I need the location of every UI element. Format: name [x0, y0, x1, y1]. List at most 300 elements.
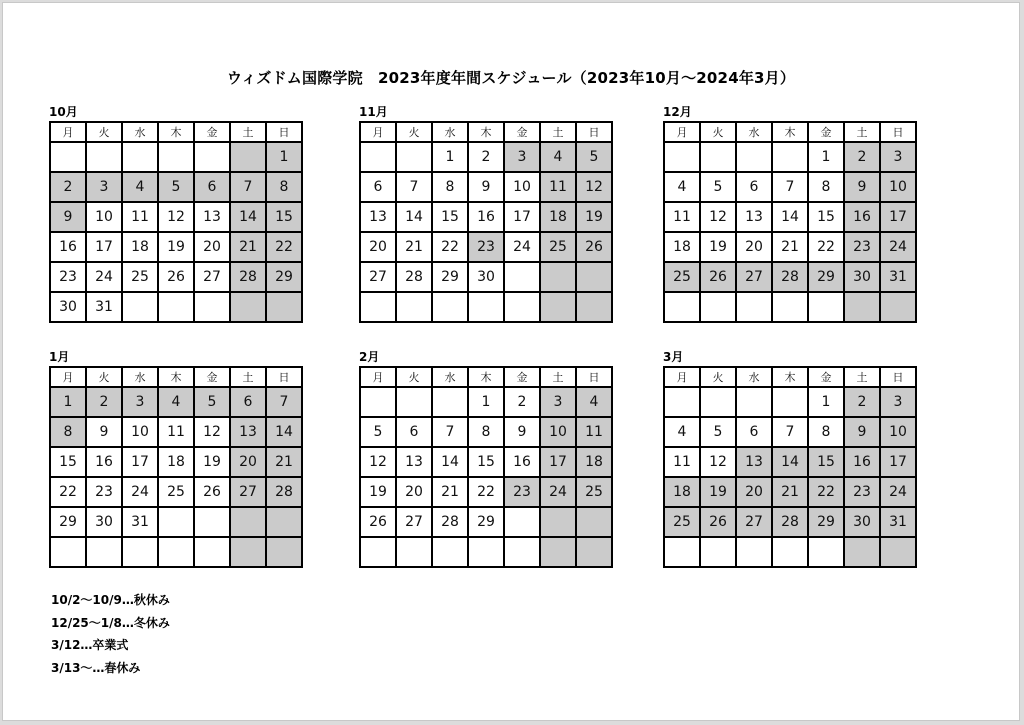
day-cell: 24: [880, 477, 916, 507]
weekday-header: 木: [772, 367, 808, 387]
day-cell: 28: [772, 262, 808, 292]
empty-cell: [576, 537, 612, 567]
empty-cell: [664, 142, 700, 172]
month-label: 12月: [663, 105, 692, 119]
day-cell: 23: [504, 477, 540, 507]
weekday-header: 月: [664, 122, 700, 142]
empty-cell: [540, 292, 576, 322]
week-row: [360, 387, 612, 417]
empty-cell: [664, 387, 700, 417]
day-cell: 20: [360, 232, 396, 262]
day-cell: 28: [266, 477, 302, 507]
day-cell: 7: [230, 172, 266, 202]
weekday-header: 木: [158, 367, 194, 387]
day-cell: 25: [664, 507, 700, 537]
day-cell: 27: [230, 477, 266, 507]
week-row: [360, 142, 612, 172]
empty-cell: [50, 537, 86, 567]
day-cell: 9: [50, 202, 86, 232]
day-cell: 25: [122, 262, 158, 292]
day-cell: 11: [540, 172, 576, 202]
weekday-header: 金: [504, 367, 540, 387]
day-cell: 29: [808, 262, 844, 292]
day-cell: 19: [360, 477, 396, 507]
day-cell: 28: [230, 262, 266, 292]
week-row: [50, 232, 302, 262]
day-cell: 24: [122, 477, 158, 507]
empty-cell: [664, 292, 700, 322]
day-cell: 23: [844, 232, 880, 262]
day-cell: 15: [432, 202, 468, 232]
day-cell: 31: [880, 262, 916, 292]
empty-cell: [844, 537, 880, 567]
day-cell: 10: [122, 417, 158, 447]
month-calendar: [359, 349, 639, 568]
day-cell: 2: [504, 387, 540, 417]
weekday-header: 月: [664, 367, 700, 387]
weekday-header: 土: [844, 367, 880, 387]
week-row: [664, 477, 916, 507]
weekday-header: 日: [576, 122, 612, 142]
week-row: [664, 507, 916, 537]
day-cell: 10: [86, 202, 122, 232]
day-cell: 13: [736, 202, 772, 232]
week-row: [50, 477, 302, 507]
empty-cell: [396, 387, 432, 417]
empty-cell: [194, 142, 230, 172]
empty-cell: [158, 292, 194, 322]
weekday-header: 日: [880, 367, 916, 387]
day-cell: 20: [194, 232, 230, 262]
notes-list: [51, 589, 170, 679]
weekday-header: 水: [432, 122, 468, 142]
month-label: 1月: [49, 350, 70, 364]
day-cell: 3: [540, 387, 576, 417]
weekday-header: 金: [504, 122, 540, 142]
day-cell: 13: [396, 447, 432, 477]
day-cell: 1: [808, 387, 844, 417]
empty-cell: [360, 142, 396, 172]
day-cell: 23: [844, 477, 880, 507]
day-cell: 13: [194, 202, 230, 232]
weekday-header: 金: [194, 122, 230, 142]
day-cell: 17: [504, 202, 540, 232]
day-cell: 22: [468, 477, 504, 507]
week-row: [50, 292, 302, 322]
day-cell: 5: [158, 172, 194, 202]
day-cell: 27: [396, 507, 432, 537]
empty-cell: [664, 537, 700, 567]
empty-cell: [468, 537, 504, 567]
day-cell: 29: [432, 262, 468, 292]
empty-cell: [736, 387, 772, 417]
day-cell: 19: [194, 447, 230, 477]
day-cell: 22: [432, 232, 468, 262]
day-cell: 19: [700, 232, 736, 262]
day-cell: 2: [468, 142, 504, 172]
weekday-header: 月: [360, 367, 396, 387]
weekday-header: 土: [540, 367, 576, 387]
weekday-header: 木: [468, 122, 504, 142]
day-cell: 22: [808, 232, 844, 262]
weekday-header: 土: [230, 122, 266, 142]
day-cell: 31: [122, 507, 158, 537]
month-calendar: [49, 104, 329, 323]
day-cell: 12: [700, 447, 736, 477]
day-cell: 17: [540, 447, 576, 477]
week-row: [664, 387, 916, 417]
weekday-header: 金: [194, 367, 230, 387]
empty-cell: [360, 292, 396, 322]
month-table: [663, 366, 917, 568]
empty-cell: [230, 142, 266, 172]
day-cell: 11: [664, 447, 700, 477]
day-cell: 10: [880, 417, 916, 447]
day-cell: 16: [50, 232, 86, 262]
day-cell: 7: [772, 172, 808, 202]
week-row: [360, 537, 612, 567]
month-table: [49, 366, 303, 568]
weekday-header: 水: [736, 122, 772, 142]
day-cell: 6: [736, 417, 772, 447]
day-cell: 16: [504, 447, 540, 477]
week-row: [664, 292, 916, 322]
day-cell: 27: [736, 262, 772, 292]
week-row: [50, 417, 302, 447]
month-calendar: [663, 104, 943, 323]
weekday-header: 火: [700, 367, 736, 387]
month-calendar: [49, 349, 329, 568]
day-cell: 8: [50, 417, 86, 447]
day-cell: 10: [880, 172, 916, 202]
week-row: [360, 232, 612, 262]
day-cell: 7: [396, 172, 432, 202]
week-row: [664, 142, 916, 172]
day-cell: 1: [432, 142, 468, 172]
empty-cell: [880, 292, 916, 322]
week-row: [50, 142, 302, 172]
day-cell: 26: [158, 262, 194, 292]
week-row: [50, 262, 302, 292]
weekday-header: 月: [50, 122, 86, 142]
day-cell: 20: [230, 447, 266, 477]
day-cell: 2: [86, 387, 122, 417]
day-cell: 18: [664, 232, 700, 262]
day-cell: 13: [736, 447, 772, 477]
day-cell: 20: [736, 477, 772, 507]
day-cell: 14: [432, 447, 468, 477]
week-row: [50, 447, 302, 477]
day-cell: 17: [880, 202, 916, 232]
day-cell: 6: [360, 172, 396, 202]
day-cell: 18: [158, 447, 194, 477]
day-cell: 23: [50, 262, 86, 292]
day-cell: 13: [230, 417, 266, 447]
weekday-header: 土: [230, 367, 266, 387]
day-cell: 6: [230, 387, 266, 417]
week-row: [50, 387, 302, 417]
weekday-header: 金: [808, 122, 844, 142]
day-cell: 27: [194, 262, 230, 292]
empty-cell: [736, 537, 772, 567]
week-row: [664, 202, 916, 232]
empty-cell: [266, 292, 302, 322]
empty-cell: [396, 292, 432, 322]
day-cell: 8: [808, 172, 844, 202]
empty-cell: [122, 292, 158, 322]
empty-cell: [808, 537, 844, 567]
empty-cell: [772, 387, 808, 417]
day-cell: 3: [880, 142, 916, 172]
weekday-header: 木: [468, 367, 504, 387]
day-cell: 14: [230, 202, 266, 232]
empty-cell: [86, 537, 122, 567]
empty-cell: [396, 537, 432, 567]
week-row: [360, 507, 612, 537]
empty-cell: [432, 537, 468, 567]
weekday-header: 日: [880, 122, 916, 142]
empty-cell: [122, 142, 158, 172]
month-calendar: [359, 104, 639, 323]
day-cell: 28: [432, 507, 468, 537]
day-cell: 11: [576, 417, 612, 447]
empty-cell: [576, 292, 612, 322]
empty-cell: [576, 262, 612, 292]
day-cell: 24: [86, 262, 122, 292]
empty-cell: [360, 387, 396, 417]
day-cell: 8: [808, 417, 844, 447]
empty-cell: [396, 142, 432, 172]
empty-cell: [194, 507, 230, 537]
day-cell: 9: [504, 417, 540, 447]
day-cell: 21: [772, 477, 808, 507]
empty-cell: [772, 537, 808, 567]
weekday-header: 火: [700, 122, 736, 142]
day-cell: 25: [540, 232, 576, 262]
month-table: [359, 121, 613, 323]
day-cell: 15: [468, 447, 504, 477]
day-cell: 29: [266, 262, 302, 292]
day-cell: 8: [266, 172, 302, 202]
empty-cell: [122, 537, 158, 567]
month-calendar: [663, 349, 943, 568]
weekday-header: 土: [540, 122, 576, 142]
day-cell: 23: [86, 477, 122, 507]
empty-cell: [158, 142, 194, 172]
day-cell: 30: [50, 292, 86, 322]
day-cell: 21: [230, 232, 266, 262]
day-cell: 15: [50, 447, 86, 477]
day-cell: 31: [880, 507, 916, 537]
day-cell: 6: [736, 172, 772, 202]
day-cell: 28: [396, 262, 432, 292]
weekday-header: 水: [122, 367, 158, 387]
day-cell: 24: [880, 232, 916, 262]
day-cell: 16: [844, 447, 880, 477]
empty-cell: [504, 507, 540, 537]
day-cell: 10: [504, 172, 540, 202]
empty-cell: [230, 507, 266, 537]
note-item: 3/12…卒業式: [51, 638, 129, 652]
week-row: [50, 507, 302, 537]
empty-cell: [772, 292, 808, 322]
week-row: [360, 172, 612, 202]
day-cell: 4: [576, 387, 612, 417]
day-cell: 26: [194, 477, 230, 507]
week-row: [664, 537, 916, 567]
day-cell: 14: [396, 202, 432, 232]
day-cell: 30: [86, 507, 122, 537]
weekday-header: 土: [844, 122, 880, 142]
day-cell: 15: [808, 447, 844, 477]
day-cell: 18: [540, 202, 576, 232]
day-cell: 25: [576, 477, 612, 507]
empty-cell: [86, 142, 122, 172]
day-cell: 18: [576, 447, 612, 477]
day-cell: 13: [360, 202, 396, 232]
empty-cell: [432, 387, 468, 417]
weekday-header: 火: [86, 122, 122, 142]
day-cell: 25: [158, 477, 194, 507]
empty-cell: [158, 507, 194, 537]
day-cell: 2: [50, 172, 86, 202]
day-cell: 23: [468, 232, 504, 262]
day-cell: 22: [808, 477, 844, 507]
day-cell: 7: [266, 387, 302, 417]
empty-cell: [700, 387, 736, 417]
day-cell: 19: [576, 202, 612, 232]
day-cell: 31: [86, 292, 122, 322]
weekday-header: 金: [808, 367, 844, 387]
day-cell: 3: [504, 142, 540, 172]
empty-cell: [504, 262, 540, 292]
day-cell: 17: [880, 447, 916, 477]
weekday-header: 木: [772, 122, 808, 142]
weekday-header: 日: [266, 122, 302, 142]
day-cell: 26: [360, 507, 396, 537]
day-cell: 15: [266, 202, 302, 232]
empty-cell: [432, 292, 468, 322]
day-cell: 17: [122, 447, 158, 477]
day-cell: 8: [432, 172, 468, 202]
month-table: [359, 366, 613, 568]
day-cell: 2: [844, 142, 880, 172]
week-row: [360, 292, 612, 322]
day-cell: 22: [50, 477, 86, 507]
schedule-page: [2, 2, 1020, 721]
week-row: [50, 172, 302, 202]
weekday-header: 月: [360, 122, 396, 142]
empty-cell: [844, 292, 880, 322]
week-row: [360, 417, 612, 447]
day-cell: 12: [700, 202, 736, 232]
weekday-header: 火: [396, 367, 432, 387]
empty-cell: [736, 292, 772, 322]
note-item: 3/13～…春休み: [51, 660, 141, 675]
day-cell: 6: [396, 417, 432, 447]
day-cell: 24: [540, 477, 576, 507]
empty-cell: [360, 537, 396, 567]
day-cell: 26: [700, 262, 736, 292]
day-cell: 1: [50, 387, 86, 417]
month-label: 2月: [359, 350, 380, 364]
day-cell: 18: [122, 232, 158, 262]
week-row: [360, 262, 612, 292]
day-cell: 9: [468, 172, 504, 202]
page-title: ウィズドム国際学院 2023年度年間スケジュール（2023年10月～2024年3月）: [226, 69, 796, 87]
month-label: 10月: [49, 105, 78, 119]
day-cell: 27: [360, 262, 396, 292]
day-cell: 30: [844, 507, 880, 537]
day-cell: 4: [122, 172, 158, 202]
day-cell: 16: [468, 202, 504, 232]
day-cell: 12: [158, 202, 194, 232]
empty-cell: [808, 292, 844, 322]
day-cell: 12: [194, 417, 230, 447]
note-item: 12/25～1/8…冬休み: [51, 615, 170, 630]
month-table: [663, 121, 917, 323]
empty-cell: [50, 142, 86, 172]
empty-cell: [468, 292, 504, 322]
day-cell: 12: [360, 447, 396, 477]
month-table: [49, 121, 303, 323]
day-cell: 7: [772, 417, 808, 447]
day-cell: 22: [266, 232, 302, 262]
weekday-header: 水: [122, 122, 158, 142]
day-cell: 12: [576, 172, 612, 202]
day-cell: 8: [468, 417, 504, 447]
empty-cell: [700, 142, 736, 172]
day-cell: 6: [194, 172, 230, 202]
day-cell: 9: [86, 417, 122, 447]
empty-cell: [880, 537, 916, 567]
day-cell: 24: [504, 232, 540, 262]
day-cell: 3: [122, 387, 158, 417]
empty-cell: [700, 537, 736, 567]
week-row: [50, 537, 302, 567]
day-cell: 29: [50, 507, 86, 537]
day-cell: 21: [432, 477, 468, 507]
weekday-header: 月: [50, 367, 86, 387]
day-cell: 21: [396, 232, 432, 262]
day-cell: 27: [736, 507, 772, 537]
empty-cell: [266, 507, 302, 537]
week-row: [360, 477, 612, 507]
day-cell: 7: [432, 417, 468, 447]
weekday-header: 火: [396, 122, 432, 142]
day-cell: 3: [86, 172, 122, 202]
day-cell: 3: [880, 387, 916, 417]
day-cell: 14: [266, 417, 302, 447]
day-cell: 1: [808, 142, 844, 172]
day-cell: 16: [86, 447, 122, 477]
day-cell: 20: [396, 477, 432, 507]
weekday-header: 水: [432, 367, 468, 387]
day-cell: 5: [360, 417, 396, 447]
day-cell: 20: [736, 232, 772, 262]
weekday-header: 水: [736, 367, 772, 387]
day-cell: 5: [700, 172, 736, 202]
day-cell: 9: [844, 417, 880, 447]
week-row: [664, 417, 916, 447]
empty-cell: [540, 262, 576, 292]
day-cell: 15: [808, 202, 844, 232]
day-cell: 14: [772, 202, 808, 232]
day-cell: 11: [664, 202, 700, 232]
empty-cell: [504, 292, 540, 322]
day-cell: 30: [844, 262, 880, 292]
day-cell: 18: [664, 477, 700, 507]
